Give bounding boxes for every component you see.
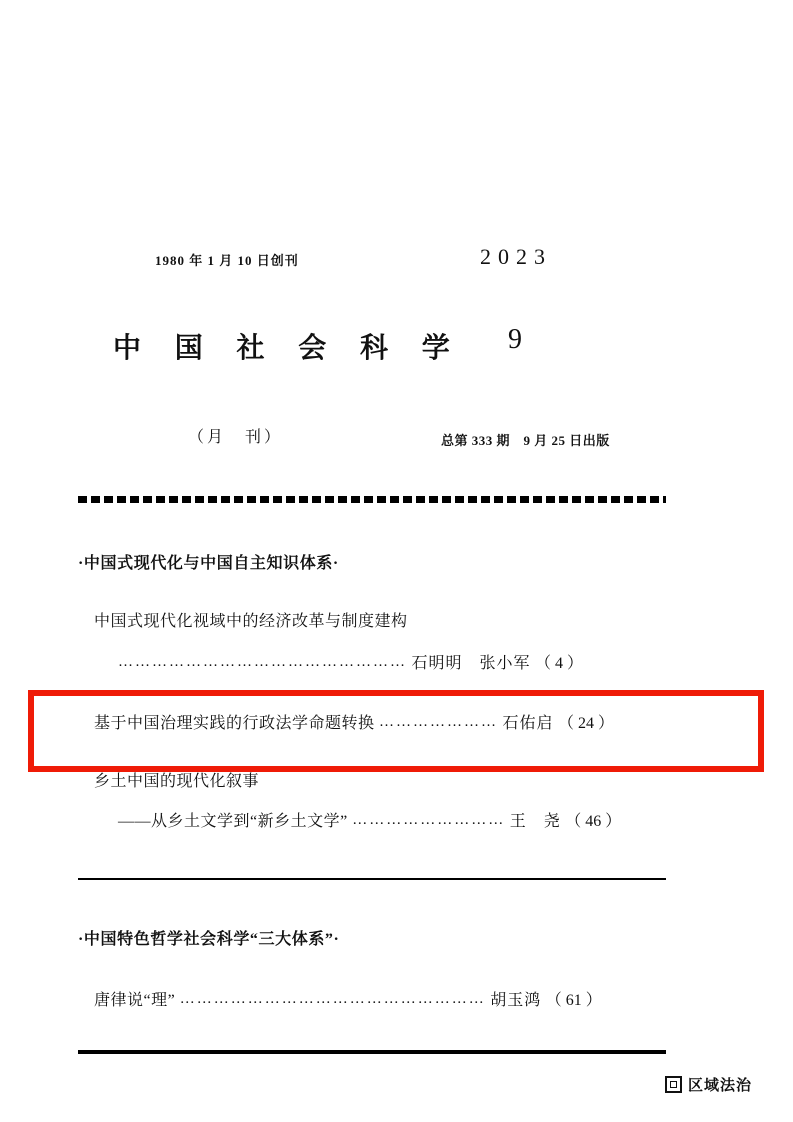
- toc-entry-title-2: 基于中国治理实践的行政法学命题转换: [94, 715, 375, 732]
- toc-entry-title-4: 唐律说“理”: [94, 992, 176, 1009]
- toc-entry-authors-4: 胡玉鸿: [490, 992, 542, 1009]
- toc-entry-meta-1: [118, 650, 583, 673]
- dashed-divider: [78, 496, 666, 503]
- toc-section-heading-2: ·中国特色哲学社会科学“三大体系”·: [78, 931, 340, 948]
- toc-entry-page-3: （ 46 ）: [565, 813, 622, 830]
- publication-year: 2023: [480, 244, 552, 269]
- leader-dots-1: ……………………………………………: [118, 654, 407, 670]
- toc-entry-page-1: （ 4 ）: [535, 655, 584, 672]
- toc-entry-authors-2: 石佑启: [502, 715, 554, 732]
- periodicity-label: （月 刊）: [188, 429, 284, 446]
- toc-entry-title-3: 乡土中国的现代化叙事: [94, 773, 260, 790]
- toc-entry-meta-3: [118, 808, 621, 831]
- issue-meta: 总第 333 期 9 月 25 日出版: [441, 433, 610, 448]
- toc-section-heading-1: ·中国式现代化与中国自主知识体系·: [78, 555, 339, 572]
- badge-label: 区域法治: [688, 1076, 753, 1094]
- leader-dots-4: ………………………………………………: [179, 991, 486, 1007]
- section-divider: [78, 878, 666, 880]
- toc-entry-title-1: 中国式现代化视域中的经济改革与制度建构: [94, 613, 408, 630]
- issue-number: 9: [508, 324, 522, 355]
- leader-dots-2: …………………: [379, 714, 499, 730]
- square-logo-icon: [665, 1076, 682, 1093]
- toc-entry-page-4: （ 61 ）: [545, 992, 602, 1009]
- founding-date: 1980 年 1 月 10 日创刊: [155, 253, 299, 268]
- bottom-divider: [78, 1050, 666, 1054]
- toc-entry-4: [94, 987, 602, 1010]
- journal-title: 中 国 社 会 科 学: [113, 331, 462, 364]
- toc-entry-authors-1: 石明明 张小军: [411, 655, 531, 672]
- toc-entry-subtitle-3: ——从乡土文学到“新乡土文学”: [118, 813, 348, 830]
- masthead: [0, 236, 793, 466]
- toc-entry-authors-3: 王 尧: [509, 813, 561, 830]
- toc-entry-page-2: （ 24 ）: [558, 715, 615, 732]
- watermark-badge: [665, 1074, 752, 1095]
- leader-dots-3: ………………………: [352, 812, 506, 828]
- toc-entry-2: [94, 710, 614, 733]
